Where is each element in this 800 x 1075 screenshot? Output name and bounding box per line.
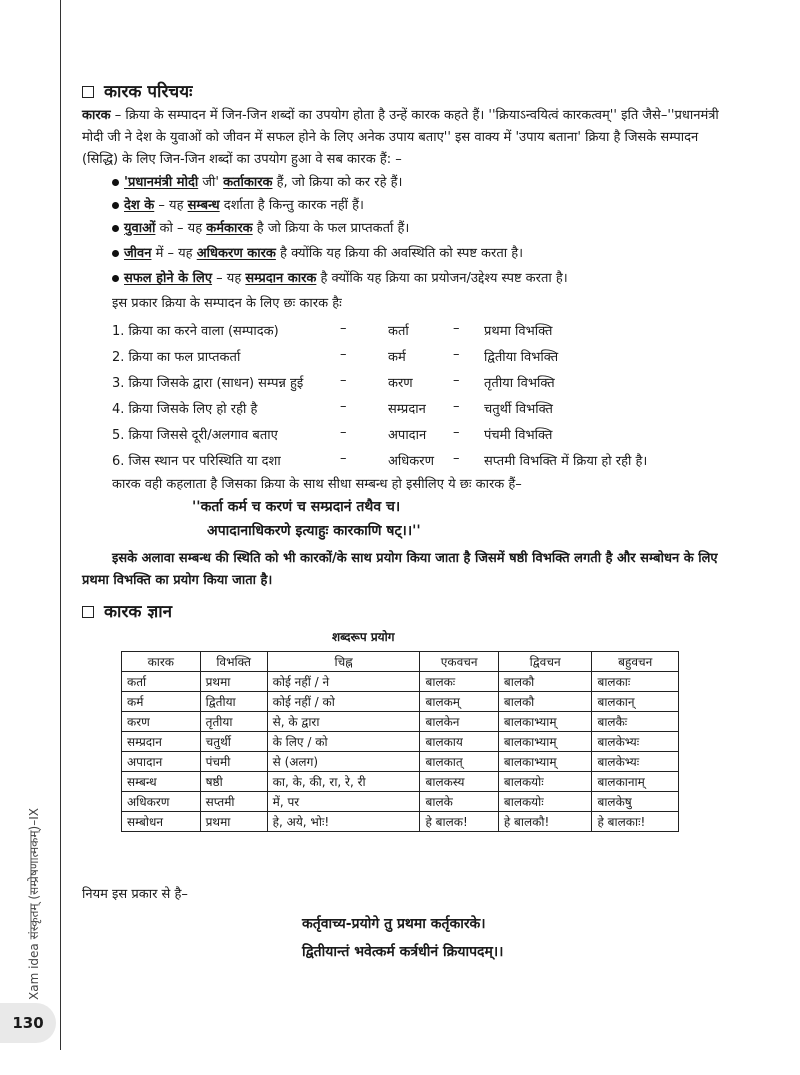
table-cell: प्रथमा: [200, 812, 267, 832]
list-desc: 3. क्रिया जिसके द्वारा (साधन) सम्पन्न हुई: [112, 376, 304, 391]
table-cell: अपादान: [122, 752, 201, 772]
table-cell: कर्म: [122, 692, 201, 712]
table-row: [122, 712, 679, 732]
karak-list-row: [112, 347, 732, 369]
table-cell: चतुर्थी: [200, 732, 267, 752]
bullet-item: [112, 268, 722, 286]
bullet-karak: कर्मकारक: [206, 221, 253, 236]
karak-list-row: [112, 425, 732, 447]
list-desc: 2. क्रिया का फल प्राप्तकर्ता: [112, 350, 241, 365]
karak-list-row: [112, 451, 732, 473]
list-dash: –: [340, 373, 347, 388]
bullet-karak: सम्बन्ध: [187, 198, 220, 213]
table-cell: में, पर: [267, 792, 420, 812]
bullet-item: [112, 218, 722, 236]
table-row: [122, 792, 679, 812]
bullet-item: [112, 243, 722, 261]
list-dash: –: [453, 347, 460, 362]
rule-verse-line-1: कर्तृवाच्य-प्रयोगे तु प्रथमा कर्तृकारके।: [302, 916, 486, 932]
table-cell: से (अलग): [267, 752, 420, 772]
intro-bold-term: कारक: [82, 108, 111, 123]
table-cell: करण: [122, 712, 201, 732]
list-dash: –: [453, 451, 460, 466]
table-cell: प्रथमा: [200, 672, 267, 692]
bullet-term: देश के: [124, 198, 155, 213]
table-cell: बालकम्: [420, 692, 498, 712]
table-caption: शब्दरूप प्रयोग: [332, 630, 395, 644]
page-margin-line: [60, 0, 61, 1050]
table-cell: कोई नहीं / ने: [267, 672, 420, 692]
bullet-mid: – यह: [154, 198, 188, 213]
rule-intro: नियम इस प्रकार से है–: [82, 887, 188, 902]
table-cell: कर्ता: [122, 672, 201, 692]
table-cell: बालकेन: [420, 712, 498, 732]
table-cell: बालकान्: [592, 692, 679, 712]
table-cell: हे बालकाः!: [592, 812, 679, 832]
list-karak: कर्ता: [388, 324, 409, 339]
list-dash: –: [453, 399, 460, 414]
checkbox-square-icon: [82, 606, 94, 618]
table-cell: षष्ठी: [200, 772, 267, 792]
rule-verse-line-2: द्वितीयान्तं भवेत्कर्म कर्त्रधीनं क्रियापदम्।।: [302, 944, 504, 960]
table-cell: से, के द्वारा: [267, 712, 420, 732]
list-vibhakti: प्रथमा विभक्ति: [484, 324, 553, 339]
bullet-term: सफल होने के लिए: [124, 271, 213, 286]
six-karak-intro: इस प्रकार क्रिया के सम्पादन के लिए छः कारक हैः: [112, 296, 342, 311]
list-dash: –: [453, 373, 460, 388]
table-header-row: [122, 652, 679, 672]
bullet-mid: में – यह: [151, 246, 197, 261]
table-row: [122, 752, 679, 772]
bullet-item: [112, 195, 722, 213]
bullet-dot-icon: [112, 202, 119, 209]
table-cell: सम्बन्ध: [122, 772, 201, 792]
summary-line: कारक वही कहलाता है जिसका क्रिया के साथ सीधा सम्बन्ध हो इसीलिए ये छः कारक हैं–: [112, 477, 522, 492]
table-cell: बालकयोः: [498, 772, 592, 792]
table-cell: हे, अये, भोः!: [267, 812, 420, 832]
bullet-term: युवाओं: [124, 221, 156, 236]
bullet-rest: है जो क्रिया के फल प्राप्तकर्ता हैं।: [252, 221, 410, 236]
bullet-term: 'प्रधानमंत्री मोदी: [124, 175, 199, 190]
list-dash: –: [340, 399, 347, 414]
table-cell: बालकात्: [420, 752, 498, 772]
table-cell: बालकौ: [498, 692, 592, 712]
book-title-sidebar: Xam idea संस्कृतम् (सम्प्रेषणात्मकम्)–IX: [27, 808, 41, 1000]
list-dash: –: [340, 347, 347, 362]
shabdroop-table: [121, 651, 679, 832]
table-cell: बालकानाम्: [592, 772, 679, 792]
list-desc: 5. क्रिया जिससे दूरी/अलगाव बताए: [112, 428, 278, 443]
table-cell: बालकाः: [592, 672, 679, 692]
table-cell: बालकः: [420, 672, 498, 692]
bullet-karak: अधिकरण कारक: [196, 246, 276, 261]
bullet-karak: कर्ताकारक: [223, 175, 273, 190]
table-row: [122, 692, 679, 712]
closing-paragraph: इसके अलावा सम्बन्ध की स्थिति को भी कारकों/के साथ प्रयोग किया जाता है जिसमें षष्ठी विभक्ति लगती है और सम्बोधन के लिए प्रथमा विभक्ति का प्रयोग किया जाता है।: [82, 551, 718, 588]
table-cell: कोई नहीं / को: [267, 692, 420, 712]
table-cell: बालकाभ्याम्: [498, 712, 592, 732]
bullet-term: जीवन: [124, 246, 152, 261]
list-karak: कर्म: [388, 350, 406, 365]
section-heading-text: कारक परिचयः: [104, 82, 193, 102]
bullet-rest: हैं, जो क्रिया को कर रहे हैं।: [272, 175, 403, 190]
table-cell: बालकेभ्यः: [592, 732, 679, 752]
list-vibhakti: चतुर्थी विभक्ति: [484, 402, 553, 417]
list-desc: 4. क्रिया जिसके लिए हो रही है: [112, 402, 258, 417]
intro-paragraph: [82, 105, 722, 171]
bullet-rest: दर्शाता है किन्तु कारक नहीं हैं।: [219, 198, 364, 213]
section-heading-karak-gyan: [82, 599, 172, 622]
table-row: [122, 672, 679, 692]
list-dash: –: [340, 451, 347, 466]
list-vibhakti: पंचमी विभक्ति: [484, 428, 553, 443]
table-cell: सम्बोधन: [122, 812, 201, 832]
karak-verse-line-1: ''कर्ता कर्म च करणं च सम्प्रदानं तथैव च।: [192, 499, 401, 515]
table-cell: बालकैः: [592, 712, 679, 732]
karak-list-row: [112, 321, 732, 343]
list-dash: –: [340, 321, 347, 336]
table-cell: बालकस्य: [420, 772, 498, 792]
bullet-dot-icon: [112, 225, 119, 232]
column-header: विभक्ति: [200, 652, 267, 672]
table-cell: बालकाय: [420, 732, 498, 752]
bullet-dot-icon: [112, 275, 119, 282]
list-vibhakti: तृतीया विभक्ति: [484, 376, 555, 391]
table-cell: बालकाभ्याम्: [498, 732, 592, 752]
bullet-item: [112, 172, 722, 190]
bullet-mid: जी': [198, 175, 224, 190]
table-row: [122, 772, 679, 792]
list-karak: अपादान: [388, 428, 427, 443]
table-cell: बालकयोः: [498, 792, 592, 812]
table-cell: बालकौ: [498, 672, 592, 692]
table-cell: का, के, की, रा, रे, री: [267, 772, 420, 792]
column-header: कारक: [122, 652, 201, 672]
list-desc: 6. जिस स्थान पर परिस्थिति या दशा: [112, 454, 281, 469]
table-cell: बालकेषु: [592, 792, 679, 812]
table-cell: अधिकरण: [122, 792, 201, 812]
bullet-rest: है क्योंकि यह क्रिया की अवस्थिति को स्पष्ट करता है।: [275, 246, 524, 261]
bullet-mid: – यह: [212, 271, 246, 286]
list-karak: अधिकरण: [388, 454, 434, 469]
list-desc: 1. क्रिया का करने वाला (सम्पादक): [112, 324, 279, 339]
karak-verse-line-2: अपादानाधिकरणे इत्याहुः कारकाणि षट्।।'': [207, 523, 421, 539]
list-dash: –: [340, 425, 347, 440]
karak-list-row: [112, 399, 732, 421]
table-cell: तृतीया: [200, 712, 267, 732]
bullet-rest: है क्योंकि यह क्रिया का प्रयोजन/उद्देश्य स्पष्ट करता है।: [316, 271, 568, 286]
table-cell: हे बालकौ!: [498, 812, 592, 832]
column-header: द्विवचन: [498, 652, 592, 672]
list-karak: करण: [388, 376, 413, 391]
bullet-karak: सम्प्रदान कारक: [245, 271, 317, 286]
column-header: बहुवचन: [592, 652, 679, 672]
list-karak: सम्प्रदान: [388, 402, 426, 417]
checkbox-square-icon: [82, 86, 94, 98]
table-cell: सम्प्रदान: [122, 732, 201, 752]
table-cell: द्वितीया: [200, 692, 267, 712]
bullet-dot-icon: [112, 179, 119, 186]
table-cell: बालकाभ्याम्: [498, 752, 592, 772]
table-row: [122, 732, 679, 752]
section-heading-text: कारक ज्ञान: [104, 602, 173, 622]
bullet-mid: को – यह: [155, 221, 207, 236]
table-cell: पंचमी: [200, 752, 267, 772]
table-cell: सप्तमी: [200, 792, 267, 812]
intro-text: – क्रिया के सम्पादन में जिन-जिन शब्दों का उपयोग होता है उन्हें कारक कहते हैं। ''क्रियाऽन्वयित्वं कारकत्वम्'' इति जैसे–''प्रधानमंत्री मोदी जी ने देश के युवाओं को जीवन में सफल होने के लिए अनेक उपाय बताए'' इस वाक्य में 'उपाय बताना' क्रिया है जिसके सम्पादन (सिद्धि) के लिए जिन-जिन शब्दों का उपयोग हुआ वे सब कारक हैं: –: [82, 108, 719, 167]
table-cell: हे बालक!: [420, 812, 498, 832]
table-cell: बालकेभ्यः: [592, 752, 679, 772]
table-cell: बालके: [420, 792, 498, 812]
column-header: चिह्न: [267, 652, 420, 672]
section-heading-karak-parichay: [82, 79, 193, 102]
table-row: [122, 812, 679, 832]
list-vibhakti: सप्तमी विभक्ति में क्रिया हो रही है।: [484, 454, 648, 469]
list-dash: –: [453, 321, 460, 336]
list-vibhakti: द्वितीया विभक्ति: [484, 350, 559, 365]
page-number: 130: [0, 1003, 56, 1043]
bullet-dot-icon: [112, 250, 119, 257]
karak-list-row: [112, 373, 732, 395]
table-cell: के लिए / को: [267, 732, 420, 752]
list-dash: –: [453, 425, 460, 440]
column-header: एकवचन: [420, 652, 498, 672]
